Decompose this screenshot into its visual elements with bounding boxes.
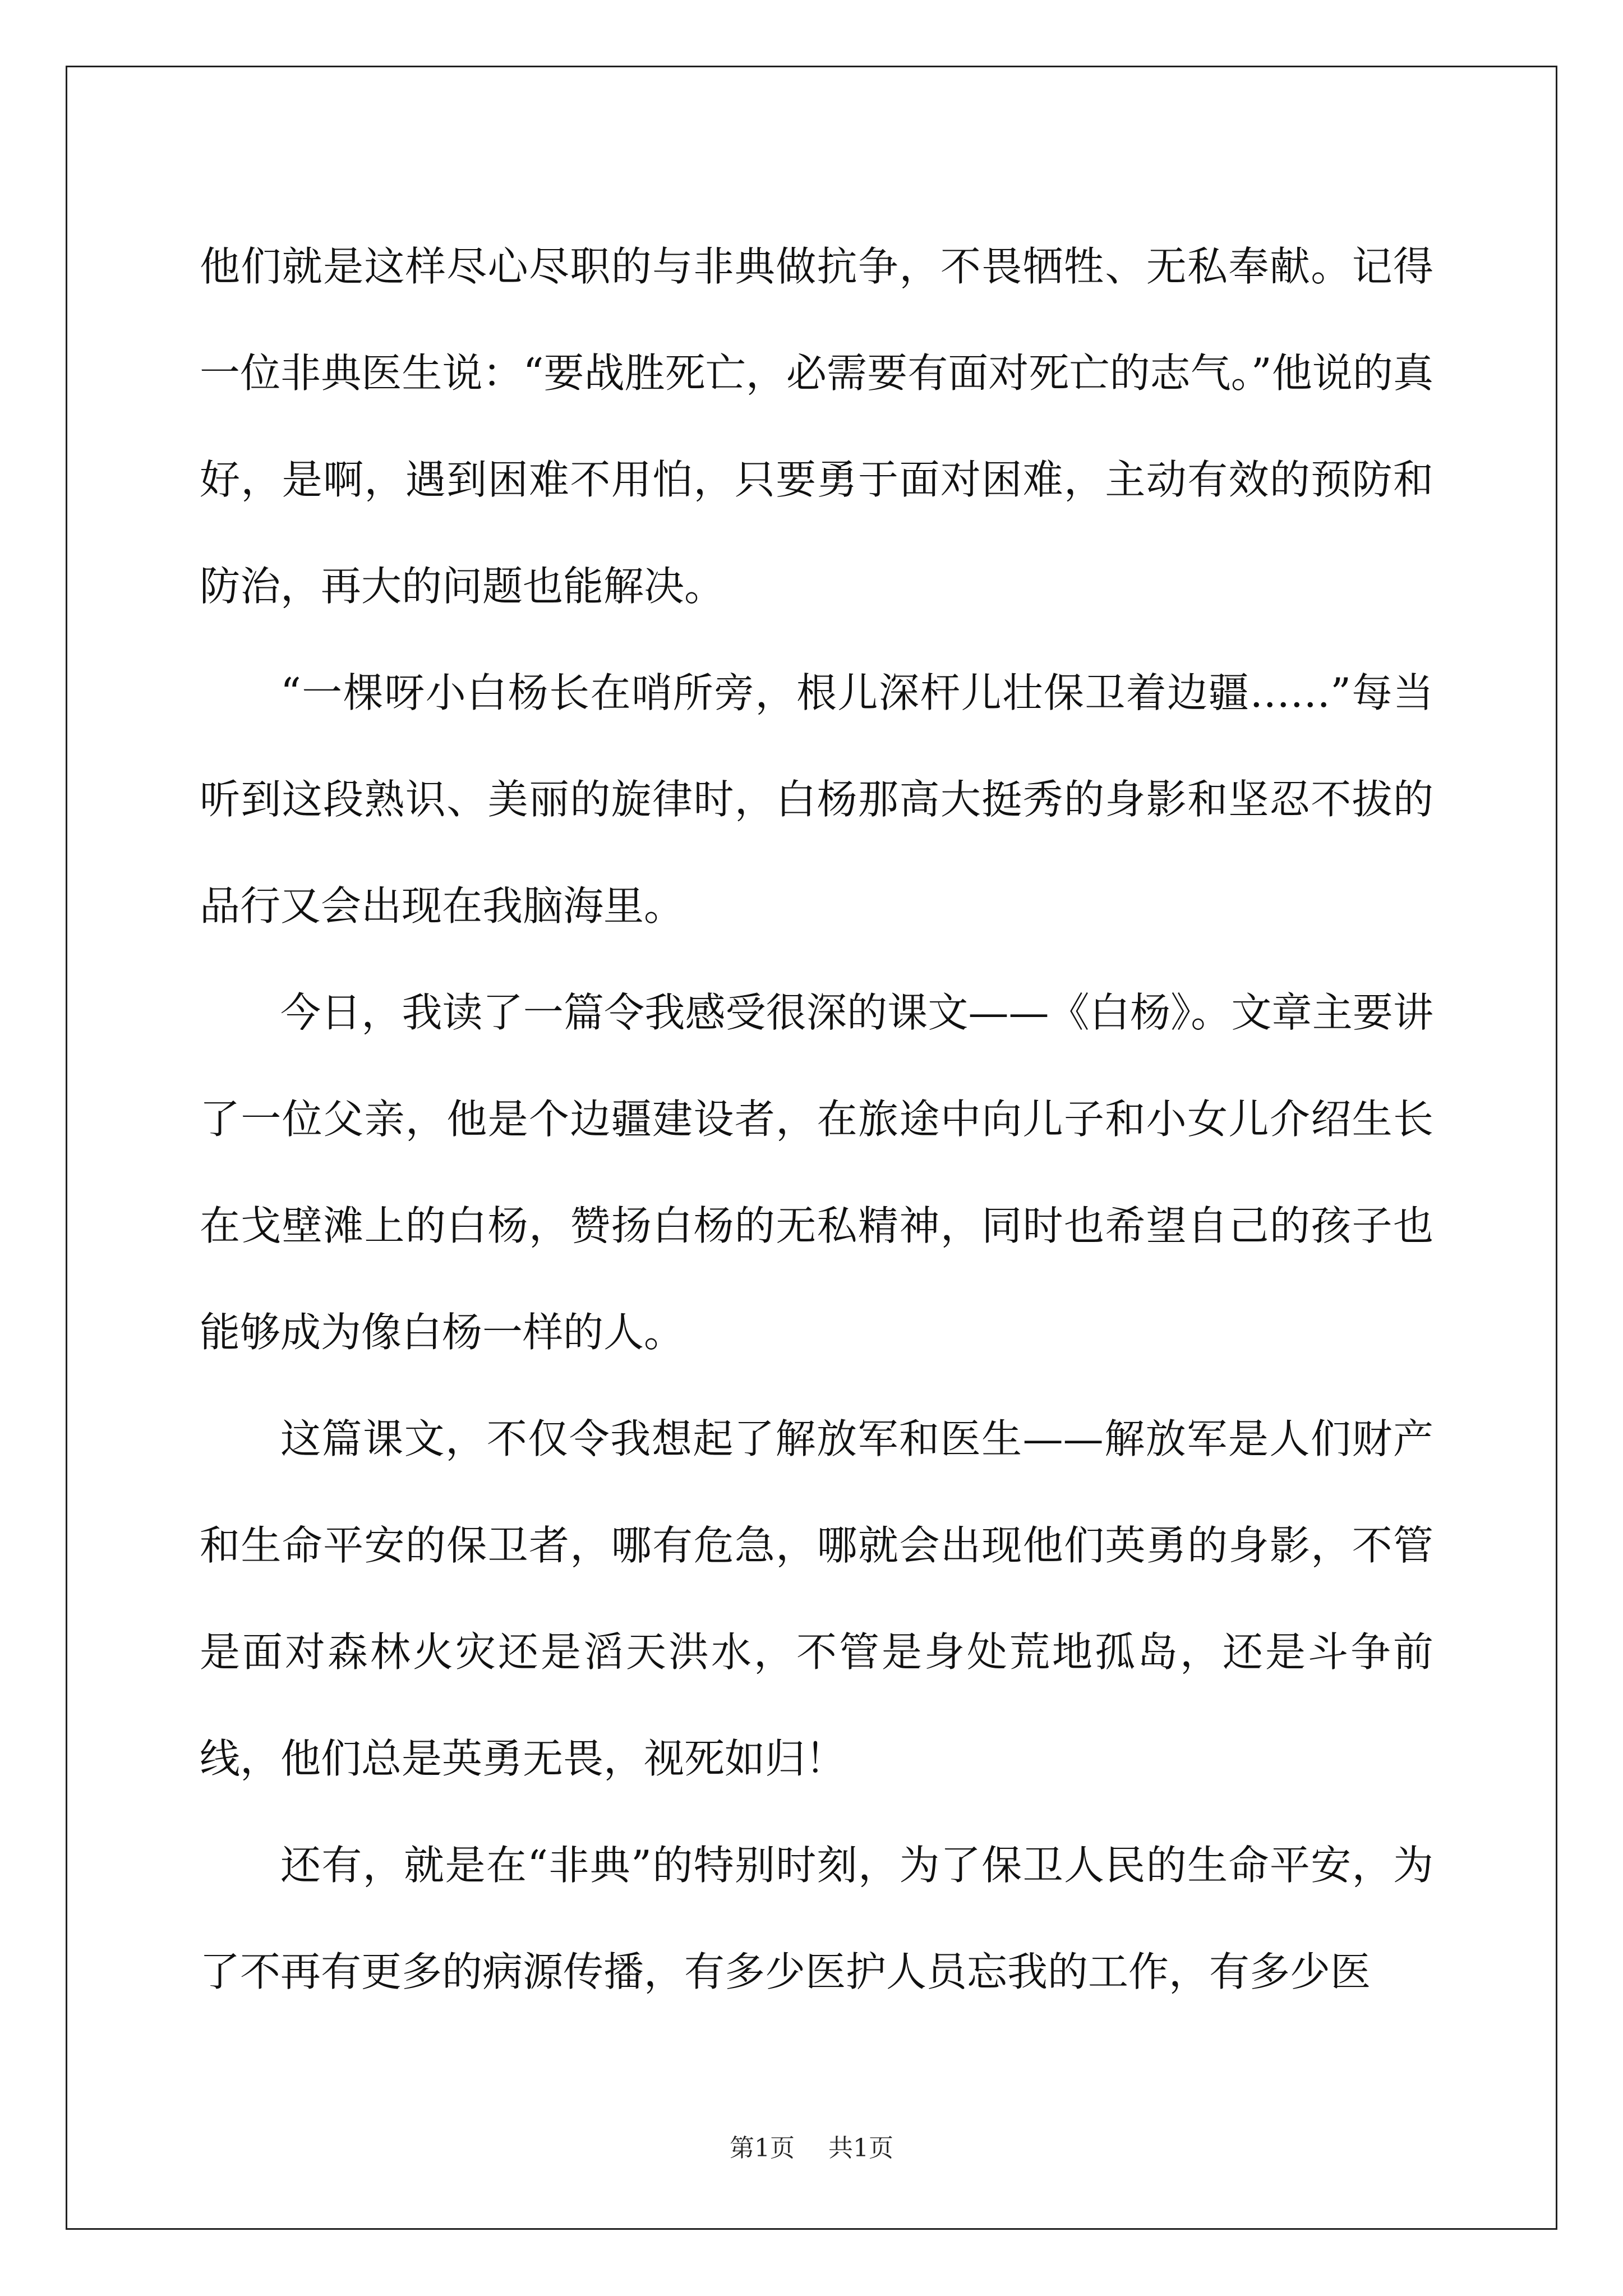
paragraph-4: 这篇课文，不仅令我想起了解放军和医生——解放军是人们财产和生命平安的保卫者，哪有危急，哪就会出现他们英勇的身影，不管是面对森林火灾还是滔天洪水，不管是身处荒地孤岛，还是斗争前线，他们总是英勇无畏，视死如归！ [200, 1415, 1433, 1782]
paragraph-5: 还有，就是在“非典”的特别时刻，为了保卫人民的生命平安，为了不再有更多的病源传播，有多少医护人员忘我的工作，有多少医 [200, 1842, 1433, 1995]
paragraph-3: 今日，我读了一篇令我感受很深的课文——《白杨》。文章主要讲了一位父亲，他是个边疆建设者，在旅途中向儿子和小女儿介绍生长在戈壁滩上的白杨，赞扬白杨的无私精神，同时也希望自己的孩子也能够成为像白杨一样的人。 [200, 989, 1433, 1356]
page-number-total: 共1页 [828, 2134, 893, 2162]
page-footer [0, 2132, 1623, 2165]
paragraph-1: 他们就是这样尽心尽职的与非典做抗争，不畏牺牲、无私奉献。记得一位非典医生说：“要战胜死亡，必需要有面对死亡的志气。”他说的真好，是啊，遇到困难不用怕，只要勇于面对困难，主动有效的预防和防治，再大的问题也能解决。 [200, 243, 1433, 610]
document-body [200, 213, 1433, 2025]
paragraph-2: “一棵呀小白杨长在哨所旁，根儿深杆儿壮保卫着边疆……”每当听到这段熟识、美丽的旋律时，白杨那高大挺秀的身影和坚忍不拔的品行又会出现在我脑海里。 [200, 669, 1433, 930]
page-number-current: 第1页 [730, 2134, 795, 2162]
